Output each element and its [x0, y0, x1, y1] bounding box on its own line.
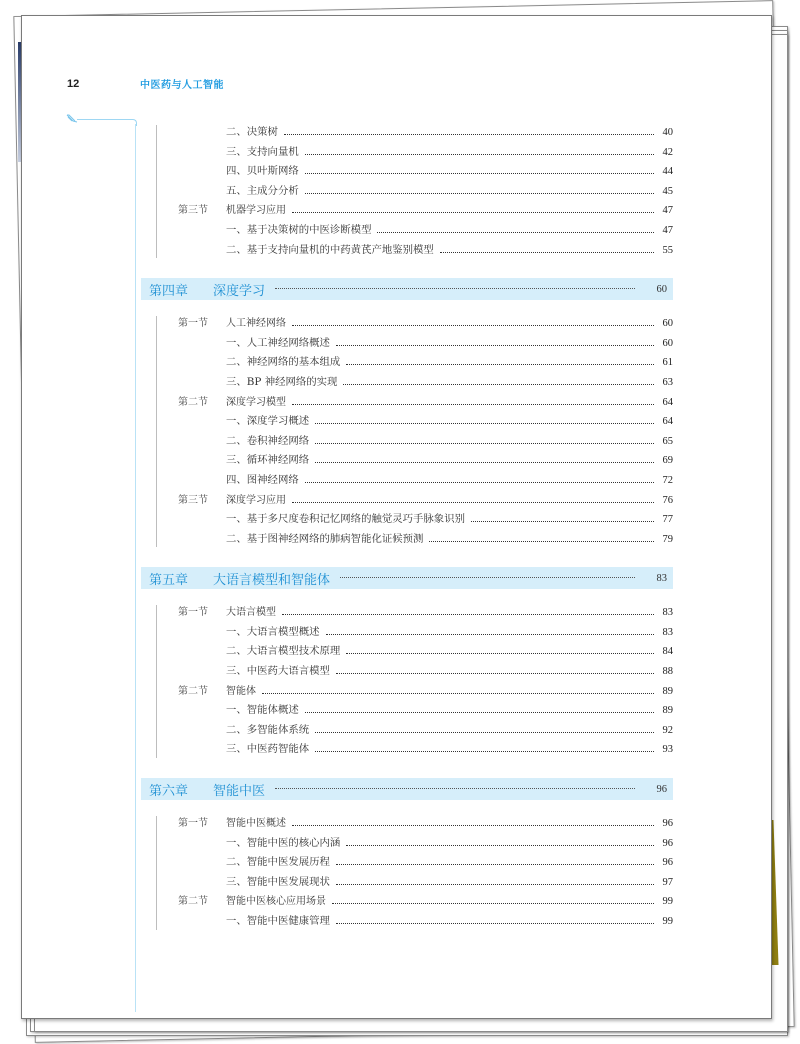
page-ref: 47 — [662, 205, 673, 217]
page-ref: 79 — [662, 533, 673, 545]
toc-entry[interactable] — [178, 162, 673, 182]
dot-leader — [336, 672, 654, 674]
toc-entry[interactable] — [178, 873, 673, 893]
group-divider — [156, 125, 157, 258]
chapter-title: 智能中医 — [213, 783, 266, 799]
toc-group — [141, 814, 673, 932]
toc-entry[interactable] — [178, 682, 673, 702]
toc-entry[interactable] — [178, 393, 673, 413]
dot-leader — [315, 422, 654, 424]
section-number: 第二节 — [178, 896, 208, 908]
table-of-contents — [141, 123, 673, 932]
running-head — [67, 76, 224, 91]
dot-leader — [440, 251, 654, 253]
page-ref: 99 — [662, 916, 673, 927]
page-ref: 60 — [656, 283, 667, 295]
toc-entry[interactable] — [178, 603, 673, 623]
page-ref: 96 — [662, 837, 673, 849]
page-ref: 83 — [662, 607, 673, 619]
group-divider — [156, 816, 157, 930]
toc-entry[interactable] — [178, 471, 673, 491]
section-number: 第二节 — [178, 685, 208, 697]
dot-leader — [336, 344, 654, 346]
section-number: 第二节 — [178, 396, 208, 408]
entry-title: 二、决策树 — [226, 126, 278, 138]
page-ref: 96 — [662, 818, 673, 830]
dot-leader — [340, 576, 635, 578]
entry-title: 深度学习模型 — [226, 396, 286, 408]
entry-title: 智能中医核心应用场景 — [226, 896, 326, 908]
page-ref: 88 — [662, 666, 673, 678]
toc-entry[interactable] — [178, 491, 673, 511]
entry-title: 深度学习应用 — [226, 494, 286, 506]
section-number: 第一节 — [178, 318, 208, 330]
dot-leader — [292, 824, 654, 826]
page-ref: 69 — [662, 455, 673, 467]
dot-leader — [429, 540, 654, 542]
chapter-title: 大语言模型和智能体 — [213, 572, 331, 588]
spacer — [141, 260, 673, 278]
page-ref: 92 — [662, 724, 673, 736]
toc-entry[interactable] — [178, 623, 673, 643]
toc-entry[interactable] — [178, 334, 673, 354]
entry-title: 智能体 — [226, 685, 256, 697]
entry-title: 一、基于多尺度卷积记忆网络的触觉灵巧手脉象识别 — [226, 513, 465, 526]
entry-title: 二、多智能体系统 — [226, 723, 310, 736]
entry-title: 三、循环神经网络 — [226, 454, 310, 467]
page-ref: 61 — [662, 357, 673, 369]
page-ref: 40 — [662, 127, 673, 138]
toc-entry[interactable] — [178, 740, 673, 760]
dot-leader — [292, 403, 654, 405]
toc-entry[interactable] — [178, 143, 673, 163]
page-ref: 47 — [662, 224, 673, 236]
entry-title: 机器学习应用 — [226, 205, 286, 217]
dot-leader — [336, 883, 654, 885]
dot-leader — [305, 711, 654, 713]
entry-title: 一、基于决策树的中医诊断模型 — [226, 223, 372, 236]
page-ref: 55 — [662, 244, 673, 256]
entry-title: 三、中医药智能体 — [226, 743, 310, 756]
dot-leader — [284, 133, 654, 135]
dot-leader — [346, 363, 654, 365]
frame-line — [135, 124, 136, 1012]
page-ref: 83 — [662, 626, 673, 638]
chapter-heading[interactable] — [141, 278, 673, 300]
toc-entry[interactable] — [178, 412, 673, 432]
toc-entry[interactable] — [178, 530, 673, 550]
page-ref: 65 — [662, 435, 673, 447]
toc-group — [141, 314, 673, 549]
entry-title: 一、人工神经网络概述 — [226, 336, 330, 349]
entry-title: 三、中医药大语言模型 — [226, 665, 330, 678]
entry-title: 二、卷积神经网络 — [226, 434, 310, 447]
entry-title: 二、智能中医发展历程 — [226, 856, 330, 869]
frame-line — [77, 119, 132, 120]
spacer — [141, 589, 673, 603]
dot-leader — [275, 787, 635, 789]
section-number: 第三节 — [178, 494, 208, 506]
dot-leader — [282, 613, 654, 615]
page-number: 12 — [67, 77, 80, 90]
toc-entry[interactable] — [178, 182, 673, 202]
page-ref: 64 — [662, 416, 673, 428]
section-number: 第一节 — [178, 818, 208, 830]
dot-leader — [292, 324, 654, 326]
book-page — [21, 15, 772, 1019]
page-ref: 44 — [662, 166, 673, 178]
toc-entry[interactable] — [178, 834, 673, 854]
entry-title: 二、基于图神经网络的肺病智能化证候预测 — [226, 532, 424, 545]
chapter-number: 第六章 — [149, 783, 189, 799]
dot-leader — [377, 231, 654, 233]
dot-leader — [292, 501, 654, 503]
toc-entry[interactable] — [178, 721, 673, 741]
page-ref: 64 — [662, 396, 673, 408]
toc-entry[interactable] — [178, 814, 673, 834]
dot-leader — [305, 172, 654, 174]
section-number: 第三节 — [178, 205, 208, 217]
toc-entry[interactable] — [178, 314, 673, 334]
toc-entry[interactable] — [178, 241, 673, 261]
toc-entry[interactable] — [178, 373, 673, 393]
page-ref: 99 — [662, 896, 673, 908]
entry-title: 三、智能中医发展现状 — [226, 875, 330, 888]
toc-entry[interactable] — [178, 353, 673, 373]
page-ref: 63 — [662, 376, 673, 388]
entry-title: 一、大语言模型概述 — [226, 625, 320, 638]
page-ref: 42 — [662, 146, 673, 158]
dot-leader — [326, 633, 654, 635]
entry-title: 一、智能中医的核心内涵 — [226, 836, 341, 849]
chapter-title: 深度学习 — [213, 283, 266, 299]
dot-leader — [346, 844, 654, 846]
dot-leader — [262, 692, 654, 694]
toc-entry[interactable] — [178, 892, 673, 912]
chapter-heading[interactable] — [141, 567, 673, 589]
dot-leader — [315, 461, 654, 463]
entry-title: 二、基于支持向量机的中药黄芪产地鉴别模型 — [226, 243, 434, 256]
dot-leader — [315, 750, 654, 752]
dot-leader — [305, 192, 654, 194]
chapter-heading[interactable] — [141, 778, 673, 800]
page-ref: 89 — [662, 685, 673, 697]
spacer — [141, 760, 673, 778]
page-ref: 45 — [662, 185, 673, 197]
toc-entry[interactable] — [178, 662, 673, 682]
entry-title: 二、神经网络的基本组成 — [226, 356, 341, 369]
toc-entry[interactable] — [178, 451, 673, 471]
page-ref: 76 — [662, 494, 673, 506]
toc-entry[interactable] — [178, 510, 673, 530]
dot-leader — [292, 211, 654, 213]
dot-leader — [346, 652, 654, 654]
entry-title: 三、BP 神经网络的实现 — [226, 375, 338, 388]
toc-entry[interactable] — [178, 221, 673, 241]
entry-title: 一、智能体概述 — [226, 704, 299, 717]
entry-title: 二、大语言模型技术原理 — [226, 645, 341, 658]
section-number: 第一节 — [178, 607, 208, 619]
toc-entry[interactable] — [178, 432, 673, 452]
dot-leader — [305, 153, 654, 155]
page-ref: 72 — [662, 474, 673, 486]
entry-title: 四、贝叶斯网络 — [226, 165, 299, 178]
toc-entry[interactable] — [178, 912, 673, 932]
page-ref: 77 — [662, 514, 673, 526]
spacer — [141, 549, 673, 567]
page-ref: 89 — [662, 705, 673, 717]
dot-leader — [275, 287, 635, 289]
dot-leader — [471, 520, 654, 522]
page-ref: 83 — [656, 572, 667, 584]
chapter-number: 第四章 — [149, 283, 189, 299]
page-ref: 60 — [662, 318, 673, 330]
chapter-number: 第五章 — [149, 572, 189, 588]
toc-group-continued — [141, 123, 673, 260]
toc-entry[interactable] — [178, 123, 673, 143]
page-ref: 96 — [656, 783, 667, 795]
entry-title: 大语言模型 — [226, 607, 276, 619]
page-ref: 97 — [662, 876, 673, 888]
entry-title: 五、主成分分析 — [226, 184, 299, 197]
toc-entry[interactable] — [178, 201, 673, 221]
toc-entry[interactable] — [178, 642, 673, 662]
spacer — [141, 300, 673, 314]
entry-title: 四、图神经网络 — [226, 473, 299, 486]
page-ref: 96 — [662, 857, 673, 869]
entry-title: 智能中医概述 — [226, 818, 286, 830]
group-divider — [156, 316, 157, 547]
toc-group — [141, 603, 673, 760]
page-ref: 60 — [662, 337, 673, 349]
dot-leader — [315, 442, 654, 444]
dot-leader — [336, 922, 654, 924]
page-ref: 93 — [662, 744, 673, 756]
spacer — [141, 800, 673, 814]
toc-entry[interactable] — [178, 853, 673, 873]
dot-leader — [336, 863, 654, 865]
entry-title: 三、支持向量机 — [226, 145, 299, 158]
dot-leader — [315, 731, 654, 733]
toc-entry[interactable] — [178, 701, 673, 721]
page-ref: 84 — [662, 646, 673, 658]
dot-leader — [332, 902, 654, 904]
dot-leader — [343, 383, 654, 385]
book-title: 中医药与人工智能 — [140, 80, 224, 91]
entry-title: 一、智能中医健康管理 — [226, 915, 330, 927]
group-divider — [156, 605, 157, 758]
dot-leader — [305, 481, 654, 483]
entry-title: 一、深度学习概述 — [226, 415, 310, 428]
entry-title: 人工神经网络 — [226, 318, 286, 330]
